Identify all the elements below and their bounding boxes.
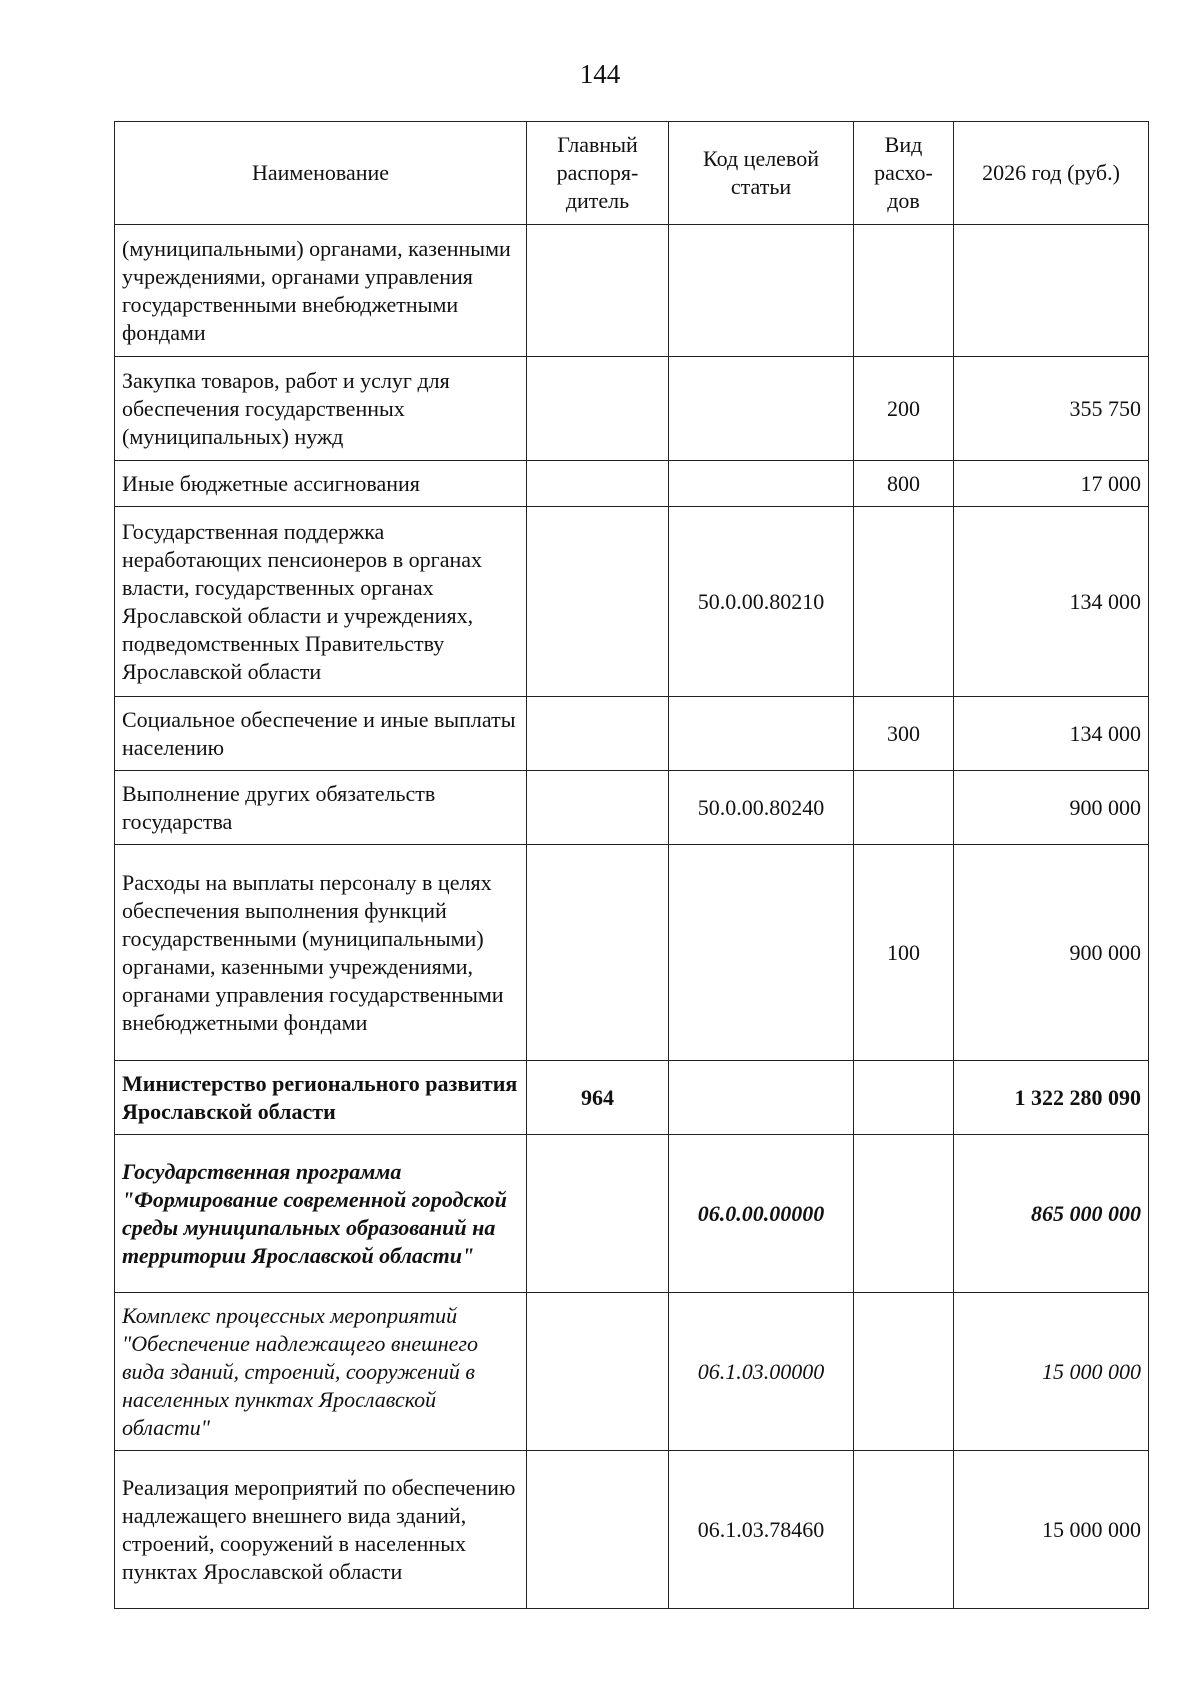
row-name: Закупка товаров, работ и услуг для обеспечения государственных (муниципальных) нужд — [115, 357, 527, 461]
row-name: Государственная поддержка неработающих пенсионеров в органах власти, государственных органах Ярославской области и учреждениях, подведомственных Правительству Ярославской области — [115, 507, 527, 697]
row-amount: 15 000 000 — [954, 1293, 1149, 1451]
row-name: (муниципальными) органами, казенными учреждениями, органами управления государственными внебюджетными фондами — [115, 225, 527, 357]
row-amount: 134 000 — [954, 507, 1149, 697]
row-type: 300 — [854, 697, 954, 771]
page-number: 144 — [579, 59, 621, 89]
row-code — [669, 697, 854, 771]
row-name: Министерство регионального развития Ярославской области — [115, 1061, 527, 1135]
row-type — [854, 225, 954, 357]
row-type — [854, 771, 954, 845]
row-name: Государственная программа "Формирование современной городской среды муниципальных образований на территории Ярославской области" — [115, 1135, 527, 1293]
table-row — [115, 1293, 1149, 1451]
budget-table — [114, 121, 1149, 1609]
row-type — [854, 1061, 954, 1135]
row-code — [669, 357, 854, 461]
header-name: Наименование — [115, 122, 527, 225]
header-amount: 2026 год (руб.) — [954, 122, 1149, 225]
row-admin — [527, 697, 669, 771]
row-name: Расходы на выплаты персоналу в целях обеспечения выполнения функций государственными (муниципальными) органами, казенными учреждениями, органами управления государственными внебюджетными фондами — [115, 845, 527, 1061]
row-admin: 964 — [527, 1061, 669, 1135]
table-row — [115, 1451, 1149, 1609]
table-row — [115, 1135, 1149, 1293]
row-name: Социальное обеспечение и иные выплаты населению — [115, 697, 527, 771]
row-name: Комплекс процессных мероприятий "Обеспечение надлежащего внешнего вида зданий, строений, сооружений в населенных пунктах Ярославской области" — [115, 1293, 527, 1451]
row-amount: 17 000 — [954, 461, 1149, 507]
row-admin — [527, 1451, 669, 1609]
row-admin — [527, 507, 669, 697]
row-amount: 134 000 — [954, 697, 1149, 771]
row-admin — [527, 771, 669, 845]
row-code: 06.0.00.00000 — [669, 1135, 854, 1293]
row-code — [669, 845, 854, 1061]
row-amount — [954, 225, 1149, 357]
table-row — [115, 845, 1149, 1061]
row-code: 06.1.03.78460 — [669, 1451, 854, 1609]
header-type: Вид расхо-дов — [854, 122, 954, 225]
row-admin — [527, 1293, 669, 1451]
row-admin — [527, 225, 669, 357]
row-type: 200 — [854, 357, 954, 461]
row-name: Иные бюджетные ассигнования — [115, 461, 527, 507]
row-admin — [527, 1135, 669, 1293]
row-amount: 900 000 — [954, 771, 1149, 845]
row-name: Реализация мероприятий по обеспечению надлежащего внешнего вида зданий, строений, сооружений в населенных пунктах Ярославской области — [115, 1451, 527, 1609]
table-row — [115, 771, 1149, 845]
header-admin: Главный распоря-дитель — [527, 122, 669, 225]
row-type: 800 — [854, 461, 954, 507]
row-code: 50.0.00.80210 — [669, 507, 854, 697]
table-row — [115, 225, 1149, 357]
row-admin — [527, 845, 669, 1061]
row-name: Выполнение других обязательств государства — [115, 771, 527, 845]
row-code: 06.1.03.00000 — [669, 1293, 854, 1451]
row-amount: 900 000 — [954, 845, 1149, 1061]
row-admin — [527, 461, 669, 507]
row-admin — [527, 357, 669, 461]
header-code: Код целевой статьи — [669, 122, 854, 225]
table-row — [115, 461, 1149, 507]
row-amount: 355 750 — [954, 357, 1149, 461]
row-type — [854, 1135, 954, 1293]
row-type — [854, 1293, 954, 1451]
table-row — [115, 1061, 1149, 1135]
table-header-row — [115, 122, 1149, 225]
row-amount: 15 000 000 — [954, 1451, 1149, 1609]
table-row — [115, 507, 1149, 697]
row-type — [854, 1451, 954, 1609]
table-row — [115, 357, 1149, 461]
row-amount: 1 322 280 090 — [954, 1061, 1149, 1135]
row-code: 50.0.00.80240 — [669, 771, 854, 845]
row-type — [854, 507, 954, 697]
row-amount: 865 000 000 — [954, 1135, 1149, 1293]
row-code — [669, 225, 854, 357]
row-code — [669, 1061, 854, 1135]
table-row — [115, 697, 1149, 771]
row-code — [669, 461, 854, 507]
row-type: 100 — [854, 845, 954, 1061]
